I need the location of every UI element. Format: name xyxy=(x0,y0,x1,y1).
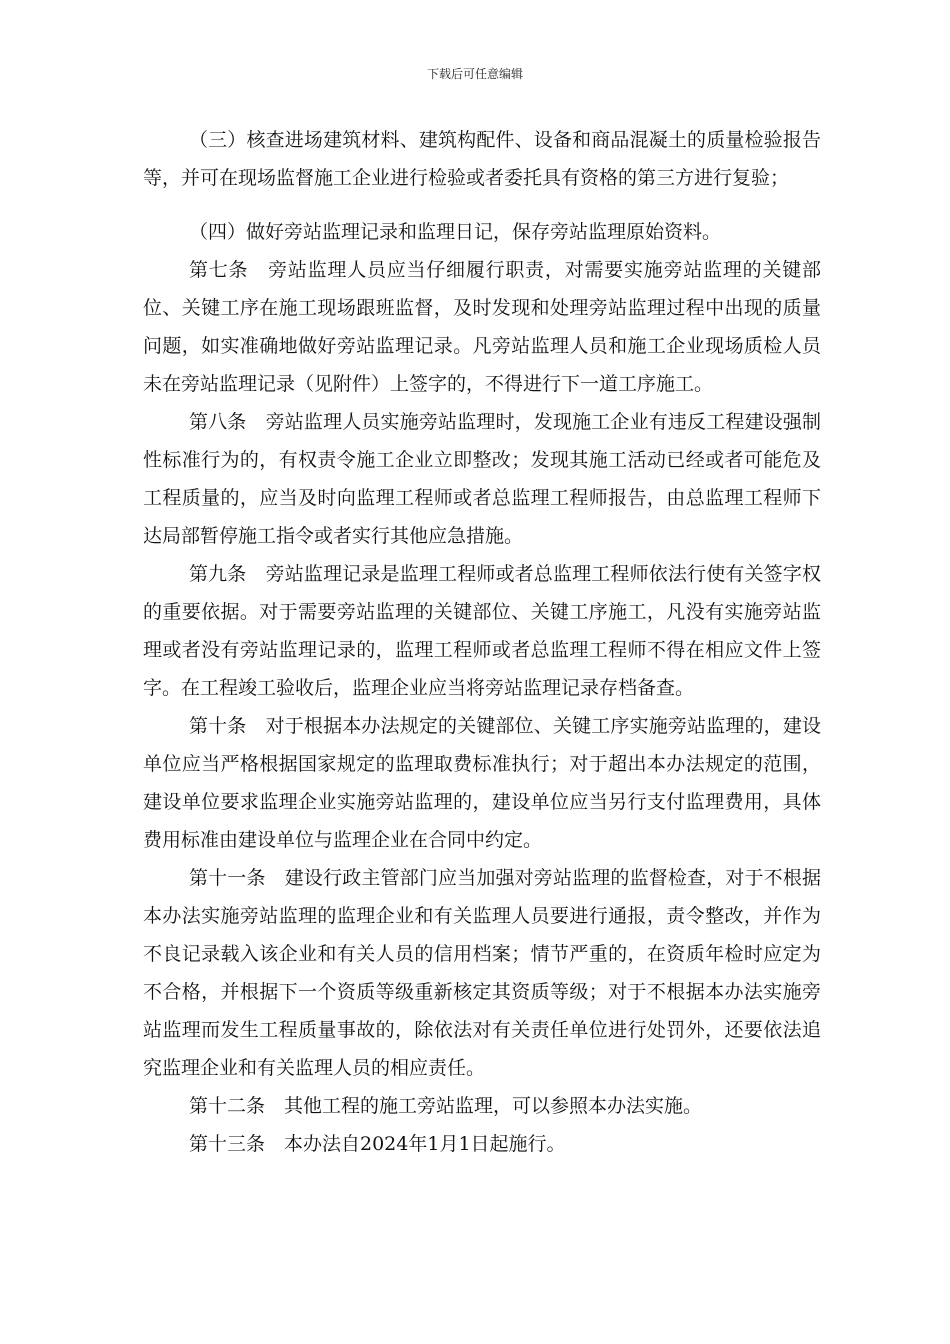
paragraph-article-11: 第十一条 建设行政主管部门应当加强对旁站监理的监督检查，对于不根据本办法实施旁站监理的监理企业和有关监理人员要进行通报，责令整改，并作为不良记录载入该企业和有关人员的信用档案；情节严重的，在资质年检时应定为不合格，并根据下一个资质等级重新核定其资质等级；对于不根据本办法实施旁站监理而发生工程质量事故的，除依法对有关责任单位进行处罚外，还要依法追究监理企业和有关监理人员的相应责任。 xyxy=(143,867,821,1079)
paragraph-article-13: 第十三条 本办法自2024年1月1日起施行。 xyxy=(189,1133,566,1155)
page-header: 下载后可任意编辑 xyxy=(426,67,523,81)
paragraph-article-12: 第十二条 其他工程的施工旁站监理，可以参照本办法实施。 xyxy=(189,1095,703,1117)
paragraph-article-10: 第十条 对于根据本办法规定的关键部位、关键工序实施旁站监理的，建设单位应当严格根据国家规定的监理取费标准执行；对于超出本办法规定的范围，建设单位要求监理企业实施旁站监理的，建设单位应当另行支付监理费用，具体费用标准由建设单位与监理企业在合同中约定。 xyxy=(143,715,821,851)
paragraph-article-8: 第八条 旁站监理人员实施旁站监理时，发现施工企业有违反工程建设强制性标准行为的，有权责令施工企业立即整改；发现其施工活动已经或者可能危及工程质量的，应当及时向监理工程师或者总监理工程师报告，由总监理工程师下达局部暂停施工指令或者实行其他应急措施。 xyxy=(143,411,821,547)
paragraph-item-4: （四）做好旁站监理记录和监理日记，保存旁站监理原始资料。 xyxy=(189,221,722,243)
paragraph-item-3: （三）核查进场建筑材料、建筑构配件、设备和商品混凝土的质量检验报告等，并可在现场监督施工企业进行检验或者委托具有资格的第三方进行复验； xyxy=(143,129,821,189)
paragraph-article-7: 第七条 旁站监理人员应当仔细履行职责，对需要实施旁站监理的关键部位、关键工序在施工现场跟班监督，及时发现和处理旁站监理过程中出现的质量问题，如实准确地做好旁站监理记录。凡旁站监理人员和施工企业现场质检人员未在旁站监理记录（见附件）上签字的，不得进行下一道工序施工。 xyxy=(143,259,821,395)
document-body xyxy=(143,121,821,1163)
paragraph-article-9: 第九条 旁站监理记录是监理工程师或者总监理工程师依法行使有关签字权的重要依据。对于需要旁站监理的关键部位、关键工序施工，凡没有实施旁站监理或者没有旁站监理记录的，监理工程师或者总监理工程师不得在相应文件上签字。在工程竣工验收后，监理企业应当将旁站监理记录存档备查。 xyxy=(143,563,821,699)
